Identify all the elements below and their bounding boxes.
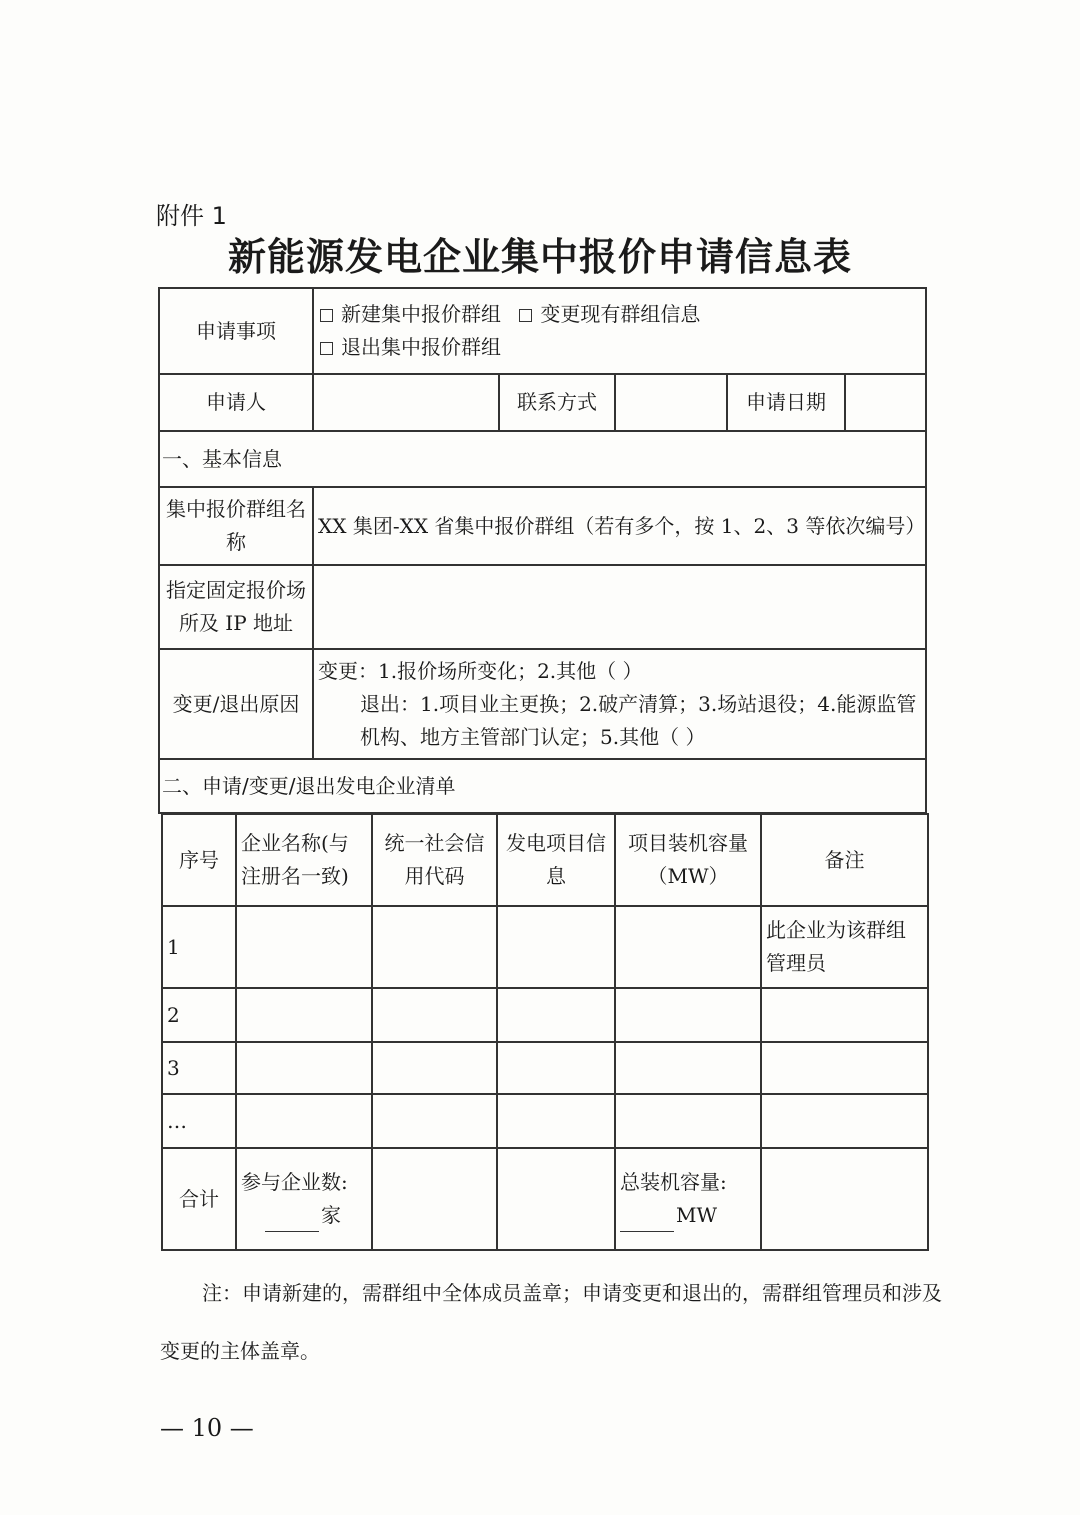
option-new-group[interactable]: 新建集中报价群组 [318,302,501,326]
header-seq: 序号 [162,814,236,906]
reason-exit: 退出：1.项目业主更换；2.破产清算；3.场站退役；4.能源监管机构、地方主管部门认定；5.其他（ ） [360,691,917,749]
table-row [162,1094,928,1148]
cell-code[interactable] [372,906,497,988]
cell-capacity[interactable] [615,988,761,1042]
cell-code[interactable] [372,1094,497,1148]
company-count-blank[interactable] [265,1209,319,1232]
header-capacity: 项目装机容量（MW） [615,814,761,906]
total-companies[interactable]: 参与企业数: 家 [236,1148,372,1250]
cell-capacity[interactable] [615,1094,761,1148]
cell-remark[interactable] [761,1042,928,1094]
cell-remark[interactable]: 此企业为该群组管理员 [761,906,928,988]
cell-code[interactable] [372,988,497,1042]
table-row [162,988,928,1042]
attachment-label: 附件 1 [156,202,227,230]
cell-company[interactable] [236,988,372,1042]
section-basic-info: 一、基本信息 [159,431,926,487]
header-project-info: 发电项目信息 [497,814,615,906]
cell-project[interactable] [497,1094,615,1148]
total-capacity[interactable]: 总装机容量: MW [615,1148,761,1250]
group-name-label: 集中报价群组名称 [159,487,313,565]
contact-label: 联系方式 [499,374,615,431]
capacity-blank[interactable] [620,1209,674,1232]
section-company-list: 二、申请/变更/退出发电企业清单 [159,759,926,813]
total-row [162,1148,928,1250]
total-code [372,1148,497,1250]
cell-remark[interactable] [761,988,928,1042]
checkbox-icon[interactable] [320,342,333,355]
application-item-label: 申请事项 [159,288,313,374]
header-credit-code: 统一社会信用代码 [372,814,497,906]
checkbox-icon[interactable] [519,309,532,322]
footnote: 注：申请新建的，需群组中全体成员盖章；申请变更和退出的，需群组管理员和涉及变更的主体盖章。 [160,1281,942,1363]
fixed-site-field[interactable] [313,565,926,649]
option-exit-group[interactable]: 退出集中报价群组 [318,335,501,359]
total-project [497,1148,615,1250]
cell-project[interactable] [497,1042,615,1094]
table-row [162,1042,928,1094]
date-field[interactable] [845,374,926,431]
checkbox-icon[interactable] [320,309,333,322]
row-number: 3 [162,1042,236,1094]
row-number: … [162,1094,236,1148]
page-number: — 10 — [160,1414,254,1442]
cell-company[interactable] [236,906,372,988]
cell-project[interactable] [497,988,615,1042]
date-label: 申请日期 [727,374,845,431]
row-number: 1 [162,906,236,988]
application-options [313,288,926,374]
row-number: 2 [162,988,236,1042]
applicant-field[interactable] [313,374,499,431]
header-remark: 备注 [761,814,928,906]
cell-capacity[interactable] [615,906,761,988]
page-title: 新能源发电企业集中报价申请信息表 [227,235,852,279]
group-name-value[interactable]: XX 集团-XX 省集中报价群组（若有多个，按 1、2、3 等依次编号） [313,487,926,565]
cell-company[interactable] [236,1042,372,1094]
cell-company[interactable] [236,1094,372,1148]
cell-remark[interactable] [761,1094,928,1148]
cell-code[interactable] [372,1042,497,1094]
reason-content [313,649,926,759]
table-row [162,906,928,988]
company-list-table [161,813,929,1251]
cell-project[interactable] [497,906,615,988]
reason-change: 变更：1.报价场所变化；2.其他（ ） [318,658,643,683]
total-label: 合计 [162,1148,236,1250]
application-info-table [158,287,927,814]
applicant-label: 申请人 [159,374,313,431]
contact-field[interactable] [615,374,727,431]
fixed-site-label: 指定固定报价场所及 IP 地址 [159,565,313,649]
total-remark [761,1148,928,1250]
option-change-group[interactable]: 变更现有群组信息 [517,302,700,326]
reason-label: 变更/退出原因 [159,649,313,759]
header-company-name: 企业名称(与注册名一致) [236,814,372,906]
cell-capacity[interactable] [615,1042,761,1094]
